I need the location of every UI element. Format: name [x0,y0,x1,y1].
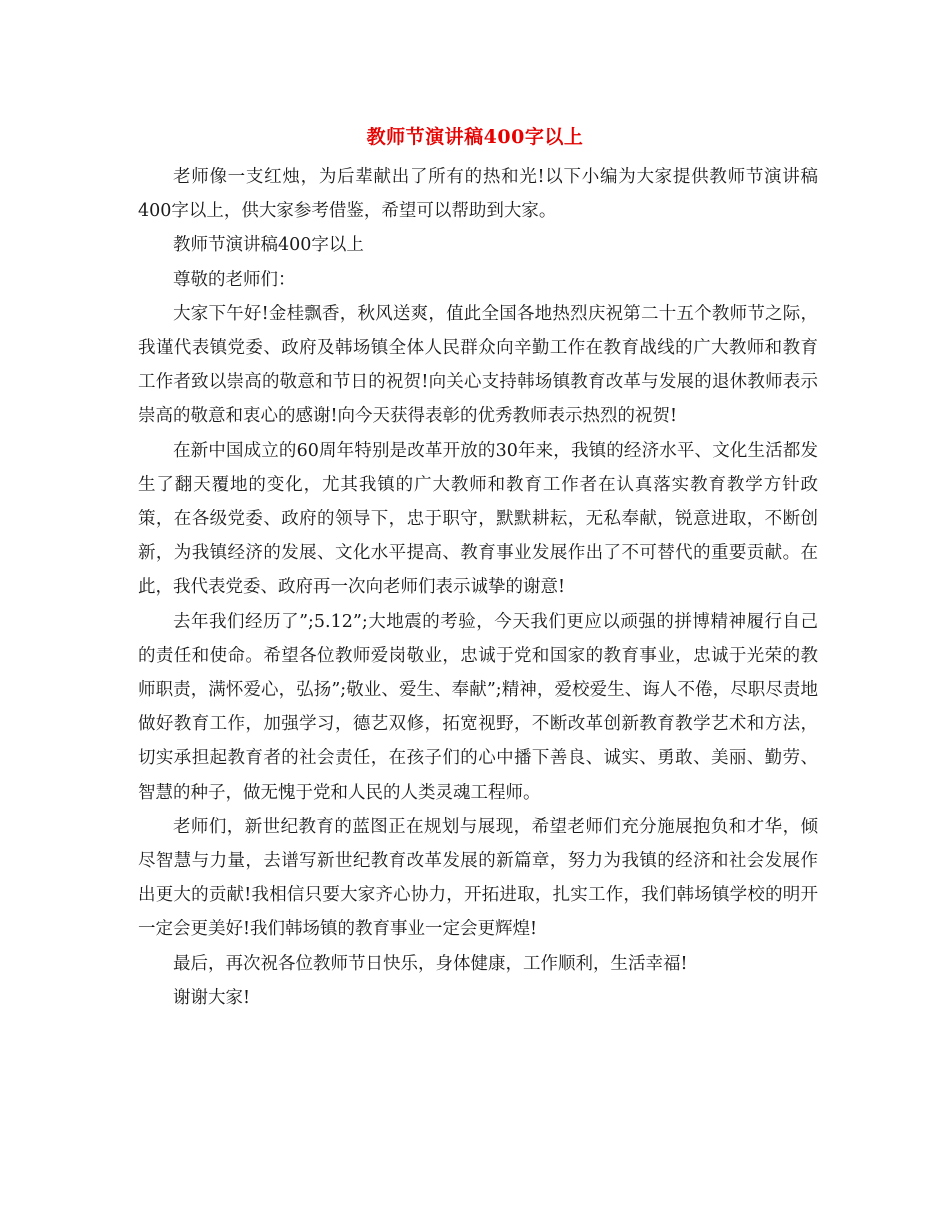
document-body [138,160,818,1015]
paragraph-achievements: 在新中国成立的60周年特别是改革开放的30年来，我镇的经济水平、文化生活都发生了翻天覆地的变化，尤其我镇的广大教师和教育工作者在认真落实教育教学方针政策，在各级党委、政府的领导下，忠于职守，默默耕耘，无私奉献，锐意进取，不断创新，为我镇经济的发展、文化水平提高、教育事业发展作出了不可替代的重要贡献。在此，我代表党委、政府再一次向老师们表示诚挚的谢意! [138,440,818,598]
document-title: 教师节演讲稿400字以上 [366,126,584,148]
paragraph-subtitle: 教师节演讲稿400字以上 [173,235,364,256]
paragraph-closing-wishes: 最后，再次祝各位教师节日快乐，身体健康，工作顺利，生活幸福! [173,953,688,974]
paragraph-greeting: 大家下午好!金桂飘香，秋风送爽，值此全国各地热烈庆祝第二十五个教师节之际，我谨代表镇党委、政府及韩场镇全体人民群众向辛勤工作在教育战线的广大教师和教育工作者致以崇高的敬意和节日的祝贺!向关心支持韩场镇教育改革与发展的退休教师表示崇高的敬意和衷心的感谢!向今天获得表彰的优秀教师表示热烈的祝贺! [138,303,818,427]
paragraph-vision: 老师们，新世纪教育的蓝图正在规划与展现，希望老师们充分施展抱负和才华，倾尽智慧与力量，去谱写新世纪教育改革发展的新篇章，努力为我镇的经济和社会发展作出更大的贡献!我相信只要大家齐心协力，开拓进取，扎实工作，我们韩场镇学校的明开一定会更美好!我们韩场镇的教育事业一定会更辉煌! [138,816,818,940]
paragraph-expectations: 去年我们经历了”;5.12”;大地震的考验，今天我们更应以顽强的拼博精神履行自己的责任和使命。希望各位教师爱岗敬业，忠诚于党和国家的教育事业，忠诚于光荣的教师职责，满怀爱心，弘扬”;敬业、爱生、奉献”;精神，爱校爱生、诲人不倦，尽职尽责地做好教育工作，加强学习，德艺双修，拓宽视野，不断改革创新教育教学艺术和方法，切实承担起教育者的社会责任，在孩子们的心中播下善良、诚实、勇敢、美丽、勤劳、智慧的种子，做无愧于党和人民的人类灵魂工程师。 [138,611,818,803]
paragraph-thanks: 谢谢大家! [173,987,251,1008]
paragraph-intro: 老师像一支红烛，为后辈献出了所有的热和光!以下小编为大家提供教师节演讲稿400字以上，供大家参考借鉴，希望可以帮助到大家。 [138,167,818,222]
paragraph-salutation: 尊敬的老师们： [173,269,296,290]
